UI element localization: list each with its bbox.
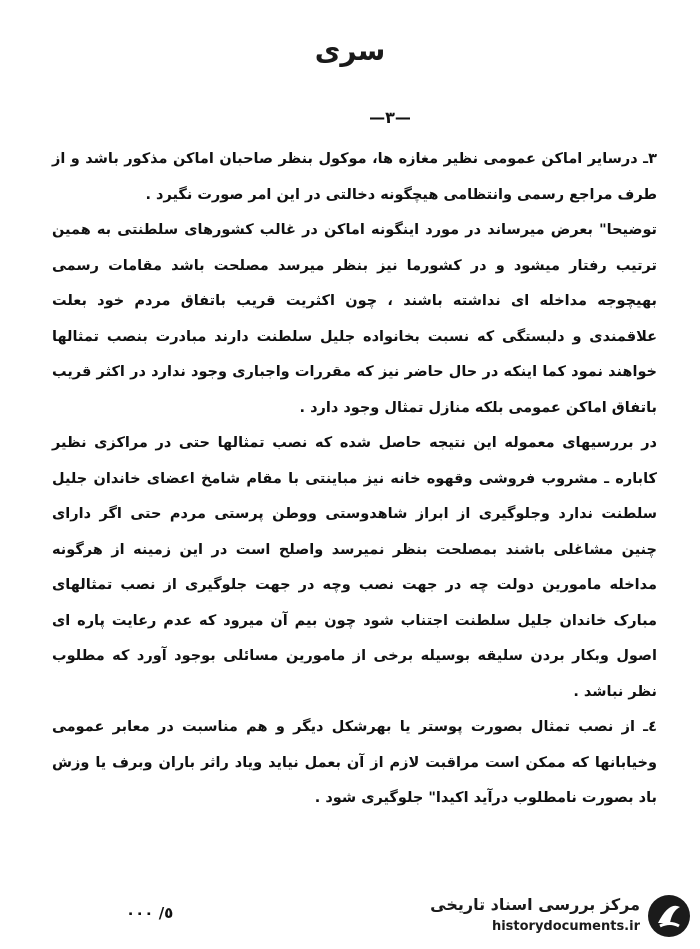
paragraph-investigation: در بررسیهای معموله این نتیجه حاصل شده که نصب تمثالها حتی در مراکزی نظیر کاباره ـ مشروب فروشی وقهوه خانه نیز مباینتی با مقام شامخ اعضای خاندان جلیل سلطنت ندارد وجلوگیری از ابراز شاهدوستی ووطن پرستی مردم حتی اگر دارای چنین مشاغلی باشند بمصلحت بنظر نمیرسد واصلح است در این زمینه از هرگونه مداخله مامورین دولت چه در جهت نصب وچه در جهت جلوگیری از نصب تمثالهای مبارک خاندان جلیل سلطنت اجتناب شود چون بیم آن میرود که عدم رعایت پاره ای اصول وبکار بردن سلیقه بوسیله برخی از مامورین مسائلی بوجود آورد که مطلوب نظر نباشد . <box>52 435 657 700</box>
paragraph-item-4: ٤ـ از نصب تمثال بصورت پوستر یا بهرشکل دیگر و هم مناسبت در معابر عمومی وخیابانها که ممکن است مراقبت لازم از آن بعمل نیاید ویاد راثر باران وبرف یا وزش باد بصورت نامطلوب درآید اکیدا" جلوگیری شود . <box>52 719 657 806</box>
paragraph-item-3: ٣ـ درسایر اماکن عمومی نظیر مغازه ها، موکول بنظر صاحبان اماکن مذکور باشد و از طرف مراجع رسمی وانتظامی هیچگونه دخالتی در این امر صورت نگیرد . <box>52 151 657 203</box>
archive-logo-icon <box>646 893 692 939</box>
classification-stamp: سری <box>314 34 386 67</box>
document-number: ٥/ ٠٠٠ <box>126 904 174 922</box>
watermark-title: مرکز بررسی اسناد تاریخی <box>430 895 640 914</box>
paragraph-explanation: توضیحا" بعرض میرساند در مورد اینگونه اماکن در غالب کشورهای سلطنتی به همین ترتیب رفتار میشود و در کشورما نیز بنظر میرسد مصلحت باشد مقامات رسمی بهیچوجه مداخله ای نداشته باشند ، چون اکثریت قریب باتفاق مردم خود بعلت علاقمندی و دلبستگی که نسبت بخانواده جلیل سلطنت دارند مبادرت بنصب تمثالها خواهند نمود کما اینکه در حال حاضر نیز که مقررات واجباری وجود ندارد در اکثر قریب باتفاق اماکن عمومی بلکه منازل تمثال وجود دارد . <box>52 222 657 416</box>
watermark-url: historydocuments.ir <box>491 919 640 934</box>
page-number: —٣— <box>369 108 411 127</box>
watermark <box>392 893 692 941</box>
document-body <box>52 142 657 817</box>
